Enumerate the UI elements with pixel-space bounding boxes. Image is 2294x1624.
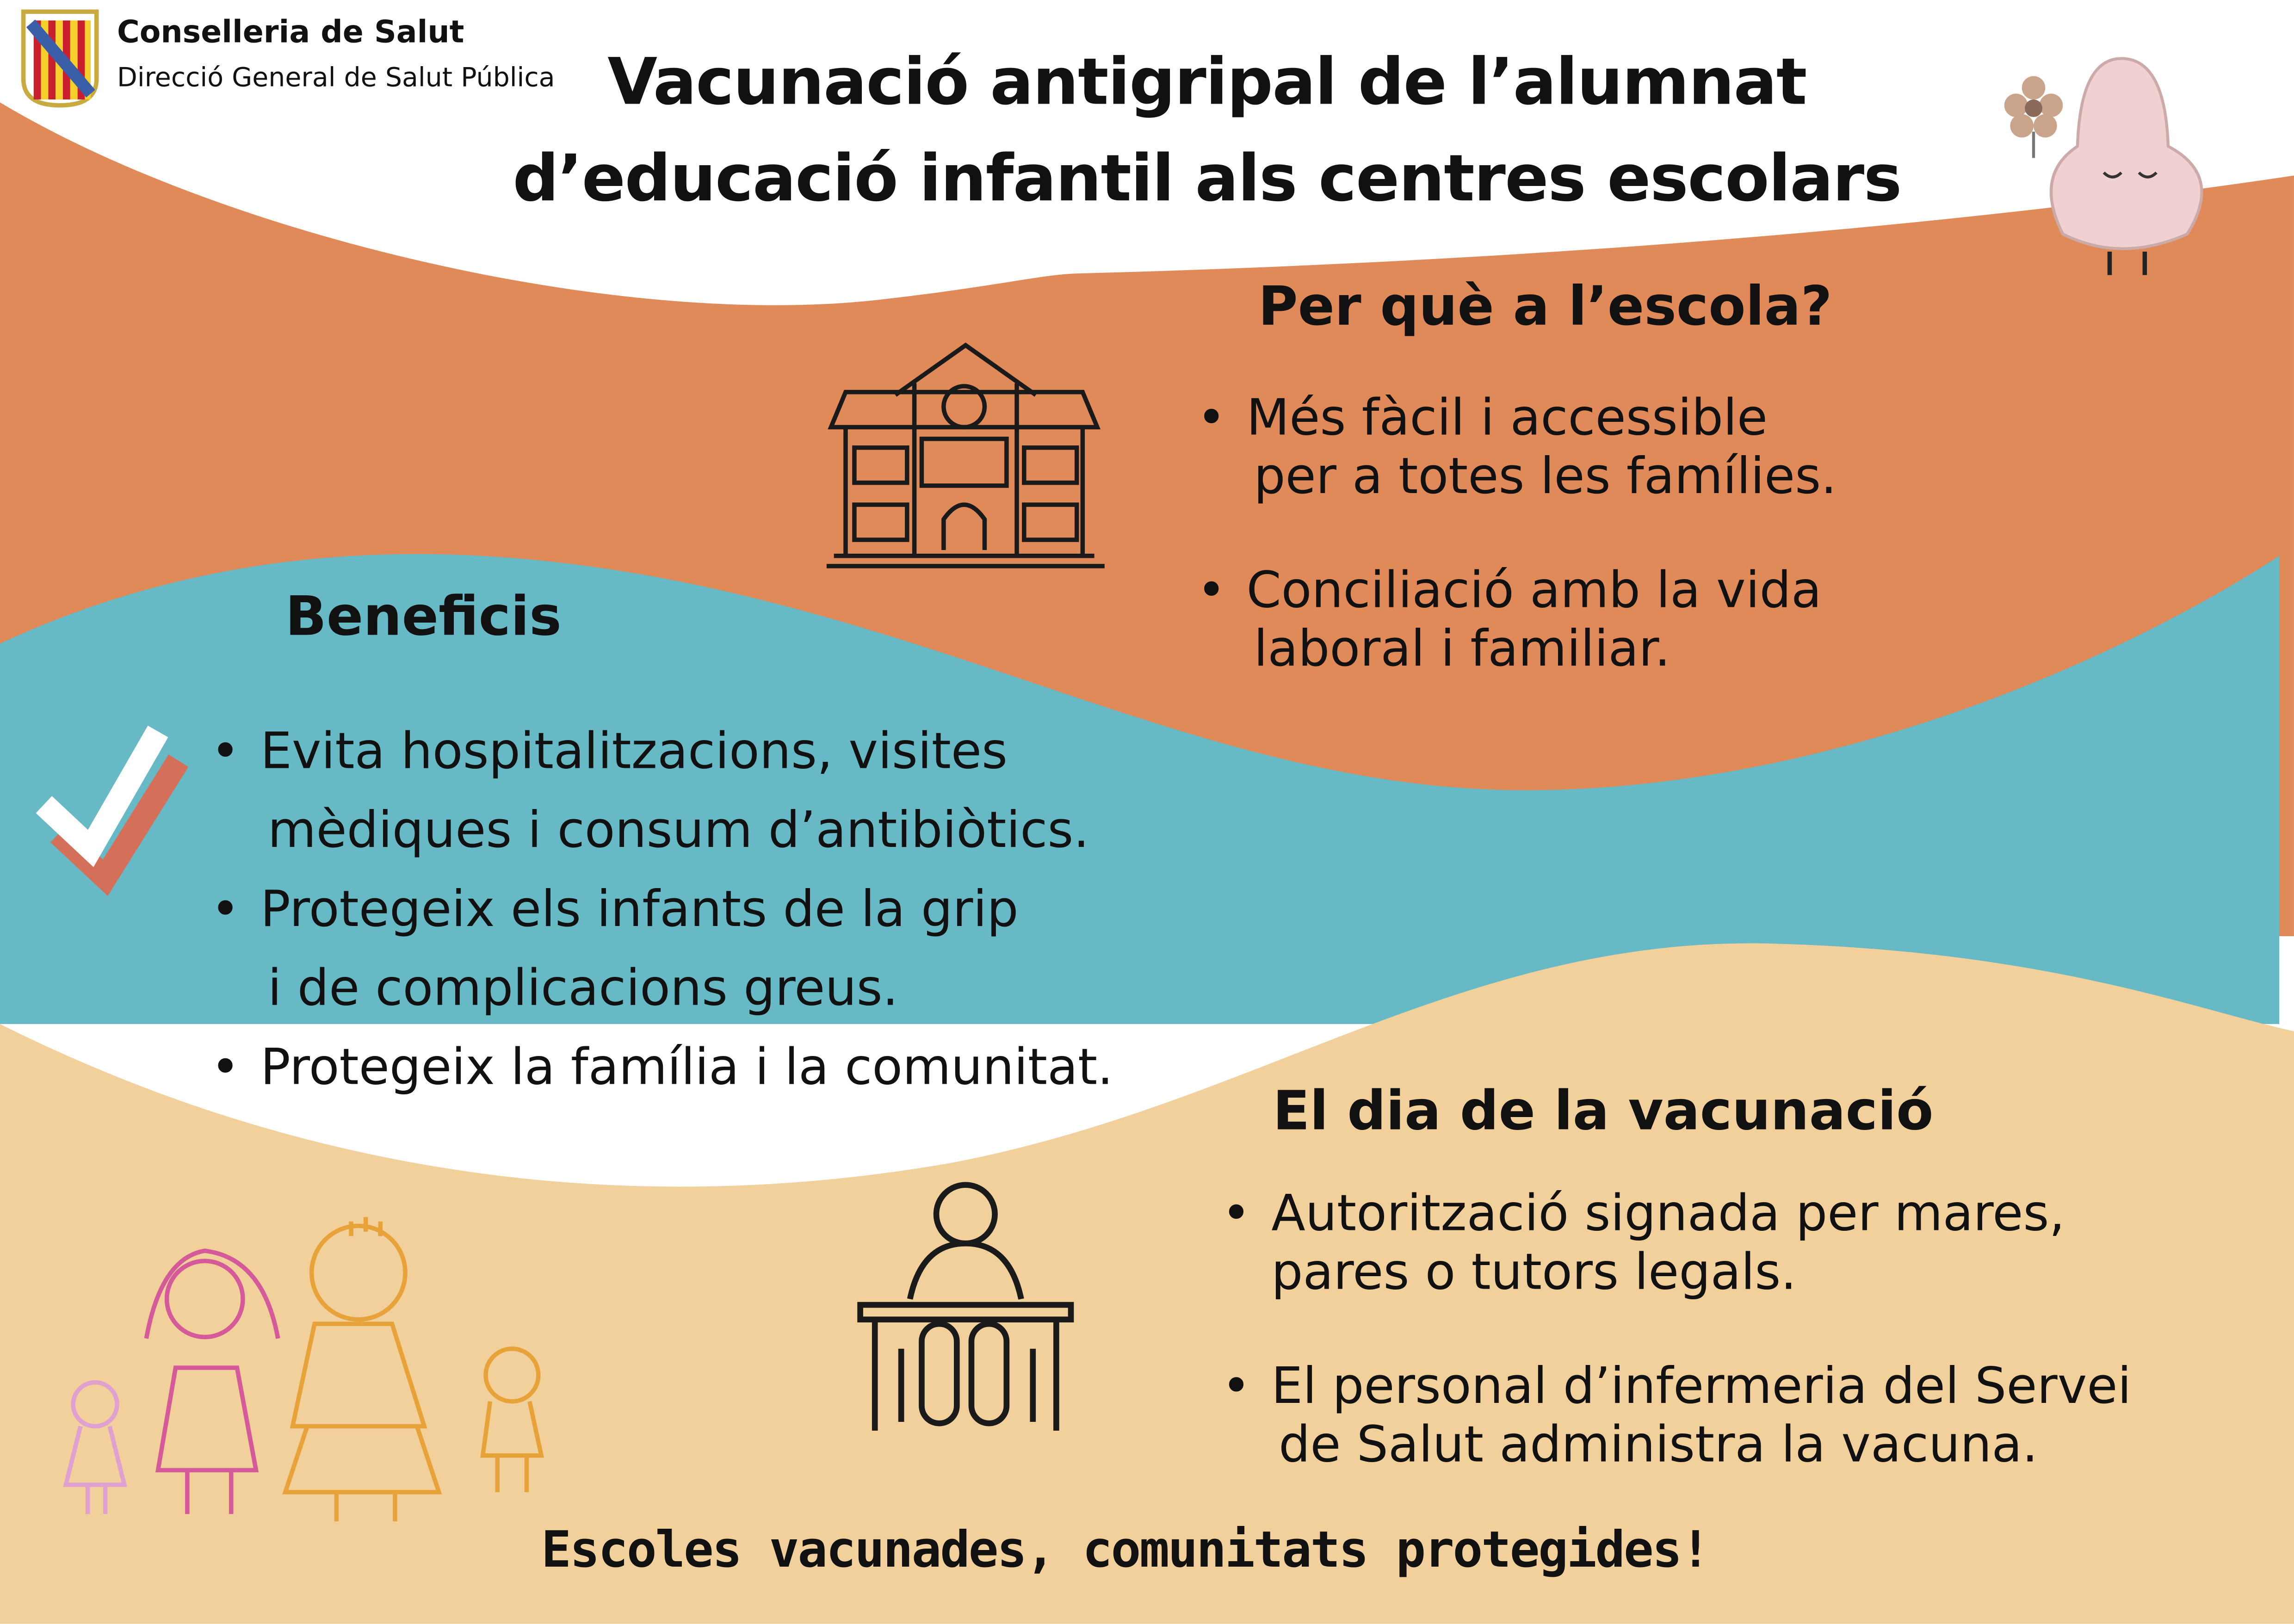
- footer-slogan: Escoles vacunades, comunitats protegides!: [541, 1521, 1709, 1580]
- org-name: Conselleria de Salut: [117, 14, 464, 50]
- item-line: Protegeix la família i la comunitat.: [260, 1038, 1113, 1097]
- item-line: Evita hospitalitzacions, visites: [260, 722, 1008, 781]
- logo-shield: [24, 12, 97, 105]
- day-item: • Autorització signada per mares, pares o tutors legals.: [1221, 1185, 2065, 1302]
- item-line: laboral i familiar.: [1254, 620, 1670, 679]
- page-title: [439, 35, 1975, 228]
- title-line-1: Vacunació antigripal de l’alumnat: [607, 45, 1806, 120]
- item-line: i de complicacions greus.: [267, 959, 898, 1019]
- day-item: • El personal d’infermeria del Servei de Salut administra la vacuna.: [1221, 1357, 2132, 1475]
- day-heading: El dia de la vacunació: [1273, 1079, 1934, 1142]
- item-line: mèdiques i consum d’antibiòtics.: [267, 802, 1089, 860]
- benefits-heading: Beneficis: [285, 585, 562, 648]
- item-line: de Salut administra la vacuna.: [1279, 1416, 2038, 1475]
- org-subtitle: Direcció General de Salut Pública: [117, 62, 555, 94]
- benefit-item: • Evita hospitalitzacions, visites mèdiques i consum d’antibiòtics.: [260, 712, 1089, 871]
- item-line: Autorització signada per mares,: [1271, 1185, 2065, 1244]
- item-line: El personal d’infermeria del Servei: [1271, 1357, 2132, 1416]
- white-edge: [2279, 936, 2294, 1024]
- item-line: Conciliació amb la vida: [1246, 562, 1822, 620]
- item-line: Més fàcil i accessible: [1246, 389, 1768, 448]
- benefit-item: • Protegeix els infants de la grip i de complicacions greus.: [260, 871, 1019, 1029]
- item-line: Protegeix els infants de la grip: [260, 880, 1019, 939]
- title-line-2: d’educació infantil als centres escolars: [513, 142, 1901, 217]
- item-line: per a totes les famílies.: [1254, 447, 1837, 506]
- why-item: • Conciliació amb la vida laboral i familiar.: [1197, 562, 1822, 679]
- item-line: pares o tutors legals.: [1271, 1243, 1797, 1302]
- why-item: • Més fàcil i accessible per a totes les famílies.: [1197, 389, 1837, 506]
- why-heading: Per què a l’escola?: [1258, 275, 1832, 338]
- benefit-item: • Protegeix la família i la comunitat.: [260, 1028, 1113, 1107]
